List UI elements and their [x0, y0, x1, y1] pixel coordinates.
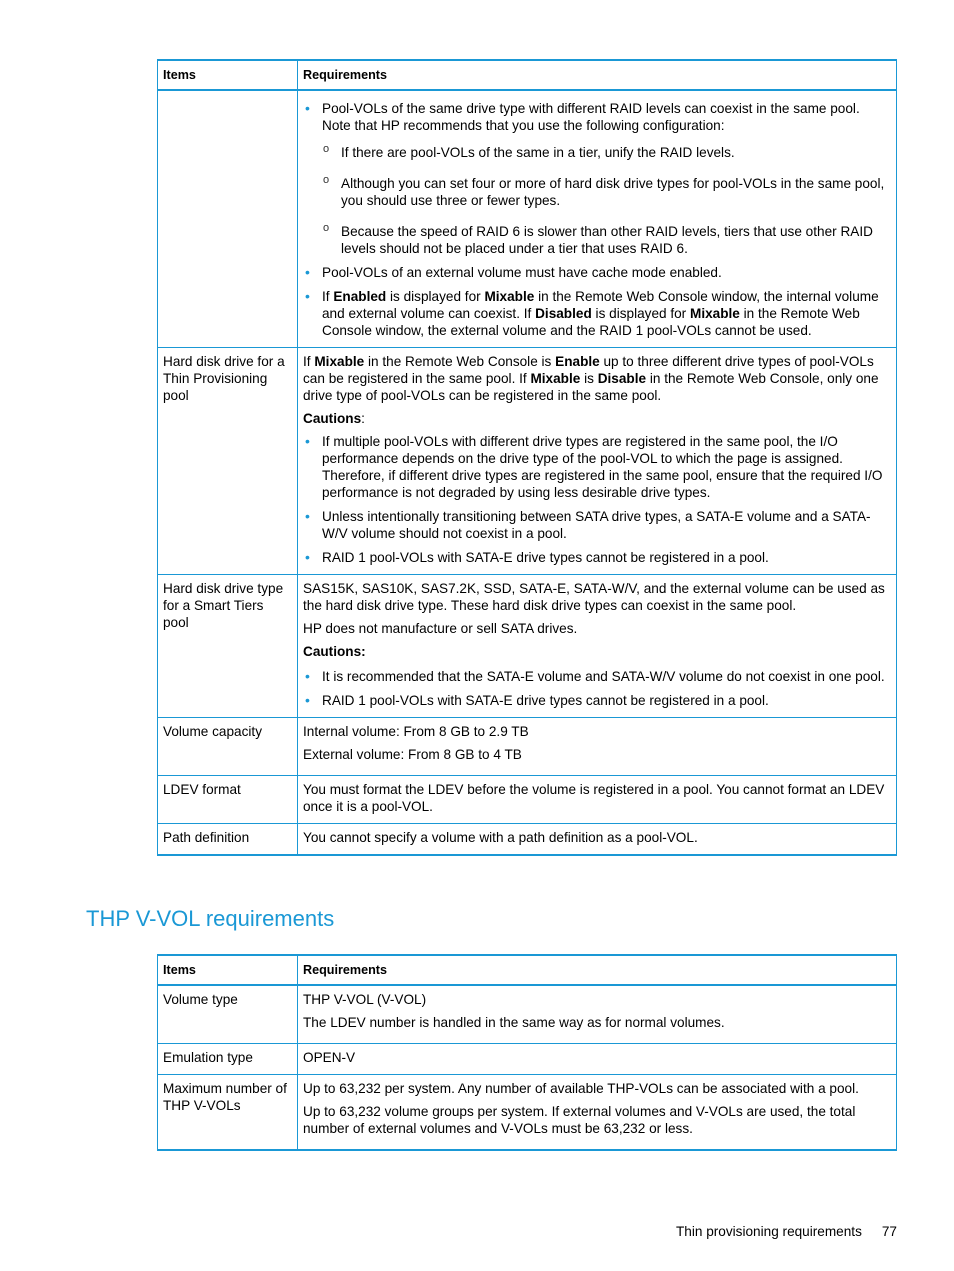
requirements-cell: [298, 1075, 897, 1151]
table-row: [158, 575, 897, 718]
cautions-label: Cautions:: [303, 411, 365, 426]
paragraph: HP does not manufacture or sell SATA drives.: [303, 621, 578, 636]
paragraph: You cannot specify a volume with a path definition as a pool-VOL.: [303, 830, 698, 845]
header-items: Items: [158, 60, 298, 90]
requirements-cell: [298, 985, 897, 1044]
table-row: [158, 1075, 897, 1151]
requirements-cell: [298, 90, 897, 348]
table-row: [158, 1044, 897, 1075]
sub-list-item: o If there are pool-VOLs of the same in a tier, unify the RAID levels.: [323, 143, 735, 160]
item-cell: [158, 90, 298, 348]
sub-list-item: o Because the speed of RAID 6 is slower than other RAID levels, tiers that use other RAID levels should not be placed under a tier that uses RAID 6.: [323, 222, 873, 256]
paragraph: Up to 63,232 volume groups per system. If external volumes and V-VOLs are used, the total number of external volumes and V-VOLs must be 63,232 or less.: [303, 1104, 856, 1136]
requirements-cell: [298, 776, 897, 824]
header-requirements: Requirements: [298, 60, 897, 90]
header-requirements: Requirements: [298, 955, 897, 985]
page-footer: [0, 1223, 897, 1240]
requirements-cell: [298, 1044, 897, 1075]
requirements-table-thp-vvol: [157, 954, 897, 1151]
paragraph: Internal volume: From 8 GB to 2.9 TB: [303, 724, 529, 739]
paragraph: THP V-VOL (V-VOL): [303, 992, 427, 1007]
list-item: • Pool-VOLs of the same drive type with different RAID levels can coexist in the same pool. Note that HP recommends that you use the following configuration: o If there are pool-VOLs of the same in a tier, unify the RAID levels. o Although you can set four or more of hard disk drive types for pool-VOLs in the same pool, you should use three or fewer types. o Because the speed of RAID 6 is slower than other RAID levels, tiers that use other RAID levels should not be placed under a tier that uses RAID 6.: [303, 100, 891, 257]
requirements-cell: [298, 575, 897, 718]
item-cell: Hard disk drive for a Thin Provisioning pool: [158, 348, 298, 575]
requirements-table-pool-vols: [157, 59, 897, 856]
paragraph: Up to 63,232 per system. Any number of available THP-VOLs can be associated with a pool.: [303, 1081, 859, 1096]
table-row: [158, 985, 897, 1044]
paragraph: External volume: From 8 GB to 4 TB: [303, 747, 522, 762]
list-item: • RAID 1 pool-VOLs with SATA-E drive types cannot be registered in a pool.: [305, 549, 769, 565]
list-item: • Pool-VOLs of an external volume must have cache mode enabled.: [305, 264, 722, 280]
list-item: • If multiple pool-VOLs with different drive types are registered in the same pool, the I/O performance depends on the drive type of the pool-VOL to which the page is assigned. Therefore, if different drive types are registered in the same pool, ensure that the required I/O performance is not degraded by using less desirable drive types.: [305, 433, 883, 500]
sub-list-item: o Although you can set four or more of hard disk drive types for pool-VOLs in the same pool, you should use three or fewer types.: [323, 174, 885, 208]
paragraph: If Mixable in the Remote Web Console is Enable up to three different drive types of pool-VOLs can be registered in the same pool. If Mixable is Disable in the Remote Web Console, only one drive type of pool-VOLs can be registered in the same pool.: [303, 354, 879, 403]
item-cell: Hard disk drive type for a Smart Tiers pool: [158, 575, 298, 718]
paragraph: You must format the LDEV before the volume is registered in a pool. You cannot format an LDEV once it is a pool-VOL.: [303, 782, 885, 814]
paragraph: The LDEV number is handled in the same way as for normal volumes.: [303, 1015, 725, 1030]
table-row: [158, 776, 897, 824]
paragraph: OPEN-V: [303, 1050, 356, 1065]
list-item: • Unless intentionally transitioning between SATA drive types, a SATA-E volume and a SATA-W/V volume should not coexist in a pool.: [305, 508, 871, 541]
header-items: Items: [158, 955, 298, 985]
table-header-row: [158, 60, 897, 90]
requirements-cell: [298, 348, 897, 575]
item-cell: LDEV format: [158, 776, 298, 824]
table-row: [158, 824, 897, 856]
table-header-row: [158, 955, 897, 985]
item-cell: Emulation type: [158, 1044, 298, 1075]
table-row: [158, 348, 897, 575]
section-heading: THP V-VOL requirements: [86, 906, 335, 931]
requirements-cell: [298, 824, 897, 856]
item-cell: Maximum number of THP V-VOLs: [158, 1075, 298, 1151]
table-row: [158, 90, 897, 348]
list-item: • RAID 1 pool-VOLs with SATA-E drive types cannot be registered in a pool.: [305, 692, 769, 708]
item-cell: Volume capacity: [158, 718, 298, 776]
list-item: • If Enabled is displayed for Mixable in the Remote Web Console window, the internal volume and external volume can coexist. If Disabled is displayed for Mixable in the Remote Web Console window, the external volume and the RAID 1 pool-VOLs cannot be used.: [305, 288, 879, 338]
item-cell: Volume type: [158, 985, 298, 1044]
list-item: • It is recommended that the SATA-E volume and SATA-W/V volume do not coexist in one pool.: [305, 668, 885, 684]
item-cell: Path definition: [158, 824, 298, 856]
table-row: [158, 718, 897, 776]
cautions-label: Cautions:: [303, 644, 366, 659]
requirements-cell: [298, 718, 897, 776]
paragraph: SAS15K, SAS10K, SAS7.2K, SSD, SATA-E, SATA-W/V, and the external volume can be used as the hard disk drive type. These hard disk drive types can coexist in the same pool.: [303, 581, 885, 613]
footer-section-title: Thin provisioning requirements: [676, 1224, 862, 1239]
page-number: 77: [881, 1224, 897, 1239]
